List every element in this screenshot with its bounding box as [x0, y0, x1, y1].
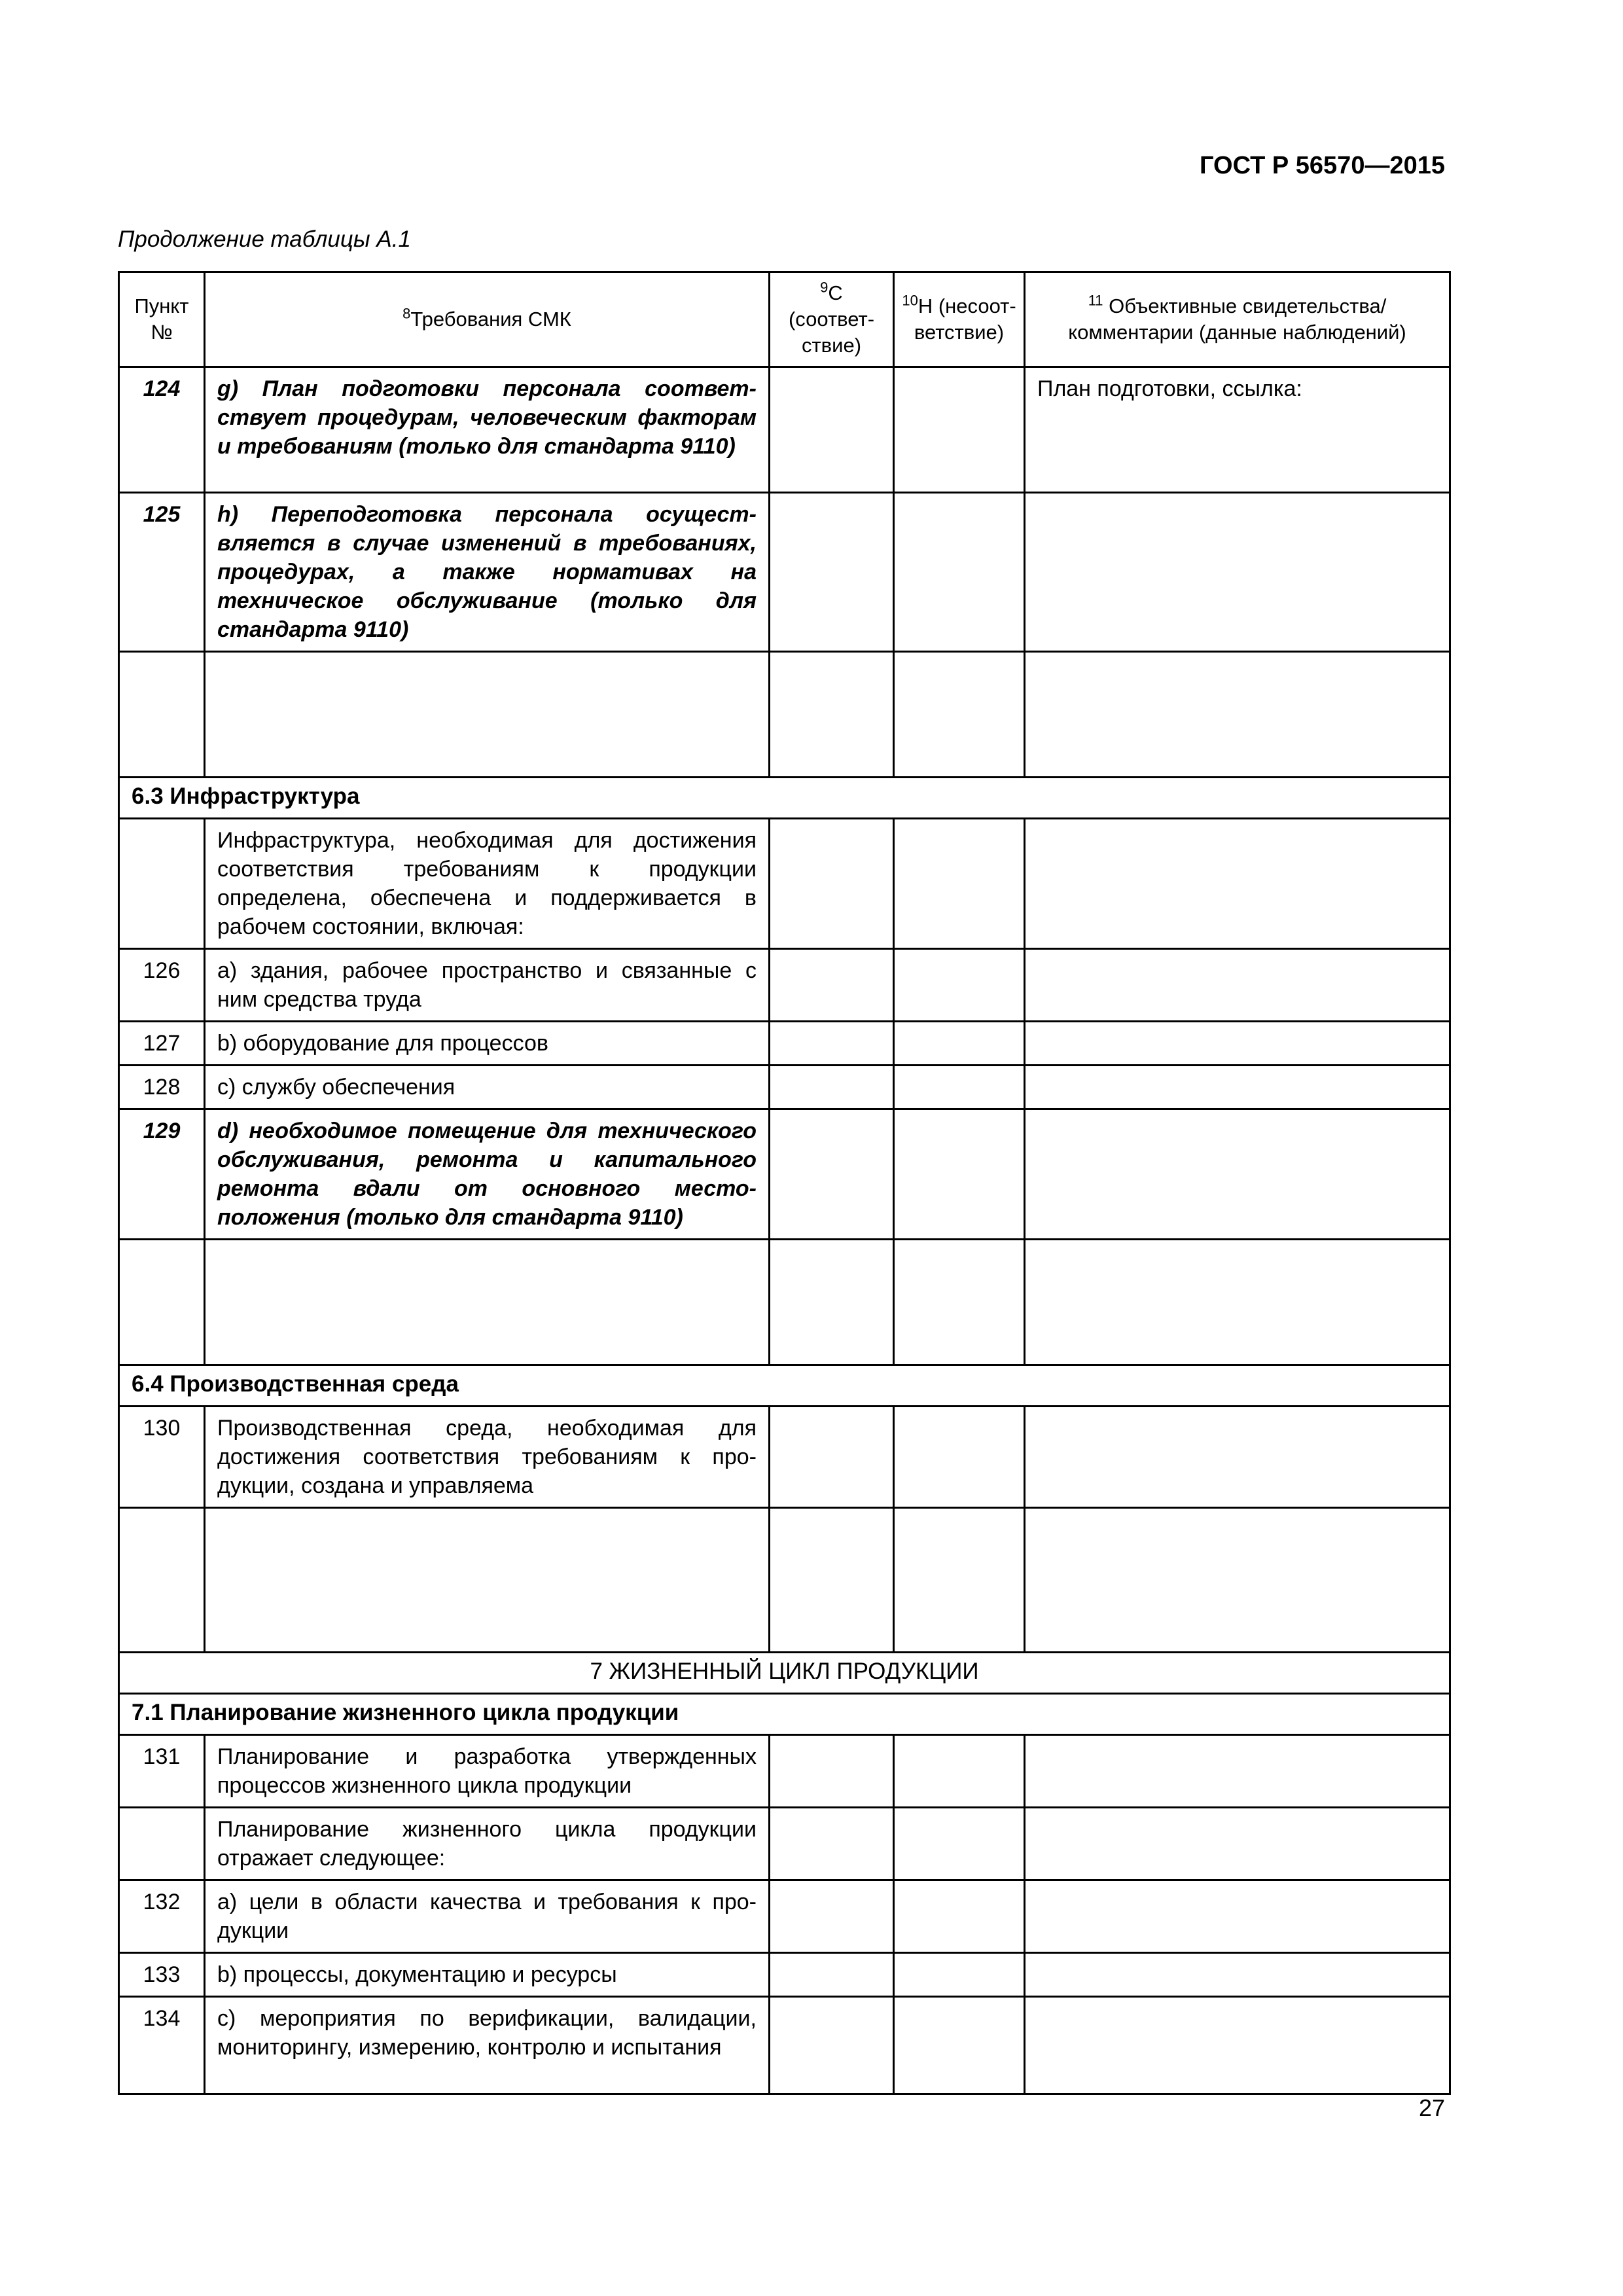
empty-cell	[119, 1508, 205, 1653]
section-heading: 6.4 Производственная среда	[119, 1365, 1450, 1407]
table-row	[119, 1109, 1450, 1240]
table-row	[119, 1997, 1450, 2094]
noncompliance-cell[interactable]	[894, 1508, 1025, 1653]
table-caption: Продолжение таблицы А.1	[118, 226, 411, 252]
evidence-cell[interactable]	[1025, 1109, 1450, 1240]
requirement-text: Инфраструктура, необходимая для достижения соответствия требованиям к продукции определена, обеспечена и поддерживается в рабочем состоянии, включая:	[205, 819, 770, 949]
noncompliance-cell[interactable]	[894, 819, 1025, 949]
blank-row	[119, 652, 1450, 778]
section-row	[119, 1694, 1450, 1735]
evidence-cell[interactable]: План подготовки, ссылка:	[1025, 367, 1450, 493]
table-row	[119, 819, 1450, 949]
compliance-cell[interactable]	[770, 1735, 894, 1808]
noncompliance-cell[interactable]	[894, 1240, 1025, 1365]
evidence-cell[interactable]	[1025, 652, 1450, 778]
column-header-requirements: $^8$Требования СМК	[205, 272, 770, 367]
item-number: 132	[119, 1880, 205, 1953]
column-header-item-number: Пункт №	[119, 272, 205, 367]
evidence-cell[interactable]	[1025, 1997, 1450, 2094]
table-row	[119, 1808, 1450, 1880]
evidence-cell[interactable]	[1025, 1022, 1450, 1066]
requirement-text: Производственная среда, необходимая для достижения соответствия требованиям к продукции, создана и управляема	[205, 1407, 770, 1508]
compliance-cell[interactable]	[770, 819, 894, 949]
item-number: 126	[119, 949, 205, 1022]
table-row	[119, 1022, 1450, 1066]
table-row	[119, 1953, 1450, 1997]
noncompliance-cell[interactable]	[894, 652, 1025, 778]
evidence-cell[interactable]	[1025, 1808, 1450, 1880]
empty-cell[interactable]	[205, 1240, 770, 1365]
noncompliance-cell[interactable]	[894, 1953, 1025, 1997]
compliance-cell[interactable]	[770, 367, 894, 493]
empty-cell[interactable]	[205, 652, 770, 778]
table-row	[119, 493, 1450, 652]
compliance-cell[interactable]	[770, 1508, 894, 1653]
table-row	[119, 1407, 1450, 1508]
compliance-cell[interactable]	[770, 1066, 894, 1109]
blank-row	[119, 1508, 1450, 1653]
item-number	[119, 1808, 205, 1880]
table-row	[119, 367, 1450, 493]
compliance-cell[interactable]	[770, 1953, 894, 1997]
table-row	[119, 1066, 1450, 1109]
compliance-cell[interactable]	[770, 1022, 894, 1066]
evidence-cell[interactable]	[1025, 1407, 1450, 1508]
page-number: 27	[1418, 2094, 1445, 2121]
evidence-cell[interactable]	[1025, 1508, 1450, 1653]
item-number: 124	[119, 367, 205, 493]
blank-row	[119, 1240, 1450, 1365]
item-number: 131	[119, 1735, 205, 1808]
column-header-evidence: $^{11}$ Объективные свидетельства/ комментарии (данные наблюдений)	[1025, 272, 1450, 367]
section-row	[119, 778, 1450, 819]
evidence-cell[interactable]	[1025, 1066, 1450, 1109]
item-number	[119, 819, 205, 949]
evidence-cell[interactable]	[1025, 1953, 1450, 1997]
table-header-row	[119, 272, 1450, 367]
chapter-heading: 7 ЖИЗНЕННЫЙ ЦИКЛ ПРОДУКЦИИ	[119, 1653, 1450, 1694]
item-number: 133	[119, 1953, 205, 1997]
requirement-text: a) цели в области качества и требования к продукции	[205, 1880, 770, 1953]
requirement-text: Планирование и разработка утвержденных процессов жизненного цикла продукции	[205, 1735, 770, 1808]
compliance-cell[interactable]	[770, 1109, 894, 1240]
table-row	[119, 1735, 1450, 1808]
requirement-text: d) необходимое помещение для технического обслуживания, ремонта и капитального ремонта вдали от основного местоположения (только для стандарта 9110)	[205, 1109, 770, 1240]
compliance-cell[interactable]	[770, 652, 894, 778]
column-header-compliance: $^9$С (соответствие)	[770, 272, 894, 367]
noncompliance-cell[interactable]	[894, 1997, 1025, 2094]
noncompliance-cell[interactable]	[894, 1022, 1025, 1066]
column-header-noncompliance: $^{10}$Н (несоответствие)	[894, 272, 1025, 367]
noncompliance-cell[interactable]	[894, 493, 1025, 652]
evidence-cell[interactable]	[1025, 493, 1450, 652]
empty-cell	[119, 1240, 205, 1365]
evidence-cell[interactable]	[1025, 1880, 1450, 1953]
requirement-text: b) оборудование для процессов	[205, 1022, 770, 1066]
evidence-cell[interactable]	[1025, 819, 1450, 949]
noncompliance-cell[interactable]	[894, 1808, 1025, 1880]
audit-checklist-table	[118, 271, 1451, 2095]
item-number: 128	[119, 1066, 205, 1109]
compliance-cell[interactable]	[770, 1808, 894, 1880]
evidence-cell[interactable]	[1025, 1240, 1450, 1365]
compliance-cell[interactable]	[770, 1880, 894, 1953]
item-number: 130	[119, 1407, 205, 1508]
compliance-cell[interactable]	[770, 1240, 894, 1365]
section-heading: 7.1 Планирование жизненного цикла продукции	[119, 1694, 1450, 1735]
compliance-cell[interactable]	[770, 1407, 894, 1508]
evidence-cell[interactable]	[1025, 949, 1450, 1022]
noncompliance-cell[interactable]	[894, 1407, 1025, 1508]
chapter-row	[119, 1653, 1450, 1694]
document-code: ГОСТ Р 56570—2015	[1200, 152, 1445, 179]
item-number: 125	[119, 493, 205, 652]
table-row	[119, 949, 1450, 1022]
requirement-text: c) мероприятия по верификации, валидации, мониторингу, измерению, контролю и испытания	[205, 1997, 770, 2094]
item-number: 134	[119, 1997, 205, 2094]
item-number: 129	[119, 1109, 205, 1240]
empty-cell[interactable]	[205, 1508, 770, 1653]
compliance-cell[interactable]	[770, 1997, 894, 2094]
compliance-cell[interactable]	[770, 493, 894, 652]
table-row	[119, 1880, 1450, 1953]
noncompliance-cell[interactable]	[894, 1109, 1025, 1240]
noncompliance-cell[interactable]	[894, 1735, 1025, 1808]
compliance-cell[interactable]	[770, 949, 894, 1022]
empty-cell	[119, 652, 205, 778]
noncompliance-cell[interactable]	[894, 367, 1025, 493]
item-number: 127	[119, 1022, 205, 1066]
section-row	[119, 1365, 1450, 1407]
requirement-text: c) службу обеспечения	[205, 1066, 770, 1109]
requirement-text: h) Переподготовка персонала осуществляется в случае изменений в требованиях, процедурах, а также нормативах на техническое обслуживание (только для стандарта 9110)	[205, 493, 770, 652]
evidence-cell[interactable]	[1025, 1735, 1450, 1808]
requirement-text: a) здания, рабочее пространство и связанные с ним средства труда	[205, 949, 770, 1022]
noncompliance-cell[interactable]	[894, 1880, 1025, 1953]
section-heading: 6.3 Инфраструктура	[119, 778, 1450, 819]
noncompliance-cell[interactable]	[894, 949, 1025, 1022]
requirement-text: b) процессы, документацию и ресурсы	[205, 1953, 770, 1997]
requirement-text: Планирование жизненного цикла продукции отражает следующее:	[205, 1808, 770, 1880]
noncompliance-cell[interactable]	[894, 1066, 1025, 1109]
requirement-text: g) План подготовки персонала соответствует процедурам, человеческим факторам и требованиям (только для стандарта 9110)	[205, 367, 770, 493]
